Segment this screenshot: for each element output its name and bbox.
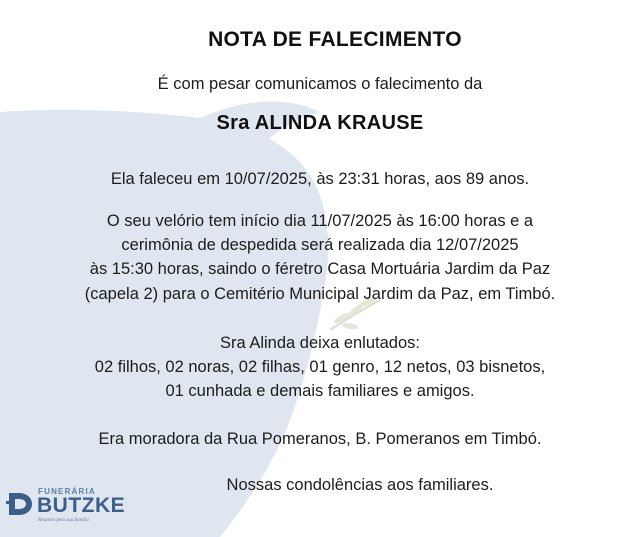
- funeraria-butzke-logo: [6, 485, 146, 529]
- ceremony-line: O seu velório tem início dia 11/07/2025 às 16:00 horas e a: [106, 212, 534, 230]
- logo-d-icon: [6, 490, 34, 518]
- condolences-line: Nossas condolências aos familiares.: [226, 476, 494, 494]
- logo-brand-text: BUTZKE: [37, 494, 126, 517]
- deceased-name: Sra ALINDA KRAUSE: [216, 112, 424, 134]
- survivors-line: 02 filhos, 02 noras, 02 filhas, 01 genro, 12 netos, 03 bisnetos,: [94, 358, 546, 376]
- ceremony-line: às 15:30 horas, saindo o féretro Casa Mortuária Jardim da Paz: [89, 260, 551, 278]
- logo-top-text: FUNERÁRIA: [38, 487, 96, 496]
- ceremony-line: (capela 2) para o Cemitério Municipal Jardim da Paz, em Timbó.: [84, 285, 556, 303]
- survivors-line: 01 cunhada e demais familiares e amigos.: [165, 382, 475, 400]
- logo-tagline: Respeito pela sua família: [38, 518, 89, 523]
- residence-line: Era moradora da Rua Pomeranos, B. Pomeranos em Timbó.: [98, 430, 542, 448]
- death-line: Ela faleceu em 10/07/2025, às 23:31 horas, aos 89 anos.: [110, 170, 530, 188]
- survivors-line: Sra Alinda deixa enlutados:: [220, 334, 420, 352]
- ceremony-line: cerimônia de despedida será realizada dia 12/07/2025: [121, 236, 519, 254]
- intro-text: É com pesar comunicamos o falecimento da: [157, 75, 483, 93]
- notice-title: NOTA DE FALECIMENTO: [208, 28, 462, 51]
